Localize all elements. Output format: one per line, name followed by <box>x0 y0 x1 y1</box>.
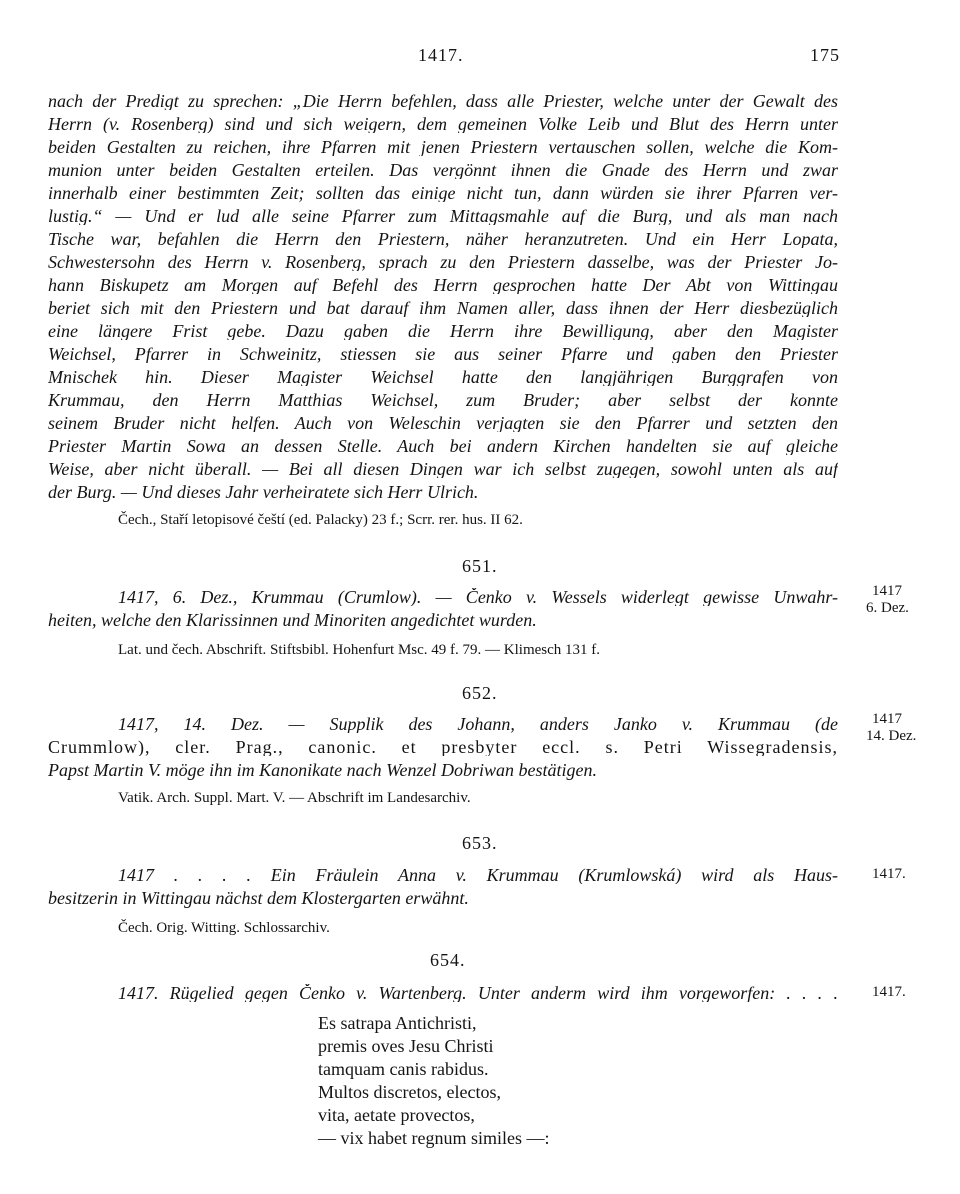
poem-line: — vix habet regnum similes —: <box>318 1128 550 1148</box>
entry-text-line: 1417, 6. Dez., Krummau (Crumlow). — Čenko v. Wessels widerlegt gewisse Unwahr- <box>118 588 838 606</box>
poem-line: tamquam canis rabidus. <box>318 1059 489 1079</box>
body-line: Tische war, befahlen die Herrn den Priestern, näher heranzutreten. Und ein Herr Lopata, <box>48 230 838 248</box>
entry-number: 651. <box>462 556 498 576</box>
entry-text-line: besitzerin in Wittingau nächst dem Klostergarten erwähnt. <box>48 888 469 908</box>
page-number: 175 <box>810 45 840 65</box>
entry-number: 652. <box>462 683 498 703</box>
entry-text-line: Crummlow), cler. Prag., canonic. et presbyter eccl. s. Petri Wissegradensis, <box>48 738 838 756</box>
running-header-year: 1417. <box>418 45 464 65</box>
entry-text-line: 1417 . . . . Ein Fräulein Anna v. Krummau (Krumlowská) wird als Haus- <box>118 866 838 884</box>
body-line: Krummau, den Herrn Matthias Weichsel, zum Bruder; aber selbst der konnte <box>48 391 838 409</box>
body-line: Weise, aber nicht überall. — Bei all diesen Dingen war ich selbst zugegen, sowohl unten als auf <box>48 460 838 478</box>
body-line: beiden Gestalten zu reichen, ihre Pfarren mit jenen Priestern vertauschen sollen, welche die Kom- <box>48 138 838 156</box>
entry-number: 654. <box>430 950 466 970</box>
body-line: eine längere Frist gebe. Dazu gaben die Herrn ihre Bewilligung, aber den Magister <box>48 322 838 340</box>
body-line: seinem Bruder nicht helfen. Auch von Weleschin verjagten sie den Pfarrer und setzten den <box>48 414 838 432</box>
margin-date: 1417. <box>872 984 906 1000</box>
body-line: Weichsel, Pfarrer in Schweinitz, stiessen sie aus seiner Pfarre und gaben den Priester <box>48 345 838 363</box>
entry-text-line: 1417. Rügelied gegen Čenko v. Wartenberg. Unter anderm wird ihm vorgeworfen: . . . . <box>118 984 838 1002</box>
margin-date: 1417 14. Dez. <box>866 711 917 744</box>
source-citation: Čech. Orig. Witting. Schlossarchiv. <box>118 920 330 936</box>
body-line: beriet sich mit den Priestern und bat darauf ihm Namen aller, dass ihnen der Herr diesbezüglich <box>48 299 838 317</box>
entry-text-line: Papst Martin V. möge ihn im Kanonikate nach Wenzel Dobriwan bestätigen. <box>48 760 597 780</box>
body-line: der Burg. — Und dieses Jahr verheiratete sich Herr Ulrich. <box>48 482 479 502</box>
body-line: Herrn (v. Rosenberg) sind und sich weigern, dem gemeinen Volke Leib und Blut des Herrn unter <box>48 115 838 133</box>
body-line: hann Biskupetz am Morgen auf Befehl des Herrn gesprochen hatte Der Abt von Wittingau <box>48 276 838 294</box>
source-citation: Lat. und čech. Abschrift. Stiftsbibl. Hohenfurt Msc. 49 f. 79. — Klimesch 131 f. <box>118 642 601 658</box>
body-line: munion unter beiden Gestalten erteilen. Das vergönnt ihnen die Gnade des Herrn und zwar <box>48 161 838 179</box>
body-line: innerhalb einer bestimmten Zeit; sollten das einige nicht tun, dann würden sie ihrer Pfarren ver- <box>48 184 838 202</box>
poem-line: Es satrapa Antichristi, <box>318 1013 477 1033</box>
entry-number: 653. <box>462 833 498 853</box>
body-line: nach der Predigt zu sprechen: „Die Herrn befehlen, dass alle Priester, welche unter der Gewalt des <box>48 92 838 110</box>
poem-line: premis oves Jesu Christi <box>318 1036 494 1056</box>
source-citation: Vatik. Arch. Suppl. Mart. V. — Abschrift im Landesarchiv. <box>118 790 471 806</box>
margin-date: 1417. <box>872 866 906 882</box>
poem-line: vita, aetate provectos, <box>318 1105 475 1125</box>
entry-text-line: 1417, 14. Dez. — Supplik des Johann, anders Janko v. Krummau (de <box>118 715 838 733</box>
entry-text-line: heiten, welche den Klarissinnen und Minoriten angedichtet wurden. <box>48 610 537 630</box>
source-citation: Čech., Staří letopisové čeští (ed. Palacky) 23 f.; Scrr. rer. hus. II 62. <box>118 512 523 528</box>
body-line: Mnischek hin. Dieser Magister Weichsel hatte den langjährigen Burggrafen von <box>48 368 838 386</box>
body-line: Schwestersohn des Herrn v. Rosenberg, sprach zu den Priestern dasselbe, was der Priester Jo- <box>48 253 838 271</box>
margin-date: 1417 6. Dez. <box>866 583 909 616</box>
body-line: Priester Martin Sowa an dessen Stelle. Auch bei andern Kirchen handelten sie auf gleiche <box>48 437 838 455</box>
body-line: lustig.“ — Und er lud alle seine Pfarrer zum Mittagsmahle auf die Burg, und als man nach <box>48 207 838 225</box>
poem-line: Multos discretos, electos, <box>318 1082 501 1102</box>
